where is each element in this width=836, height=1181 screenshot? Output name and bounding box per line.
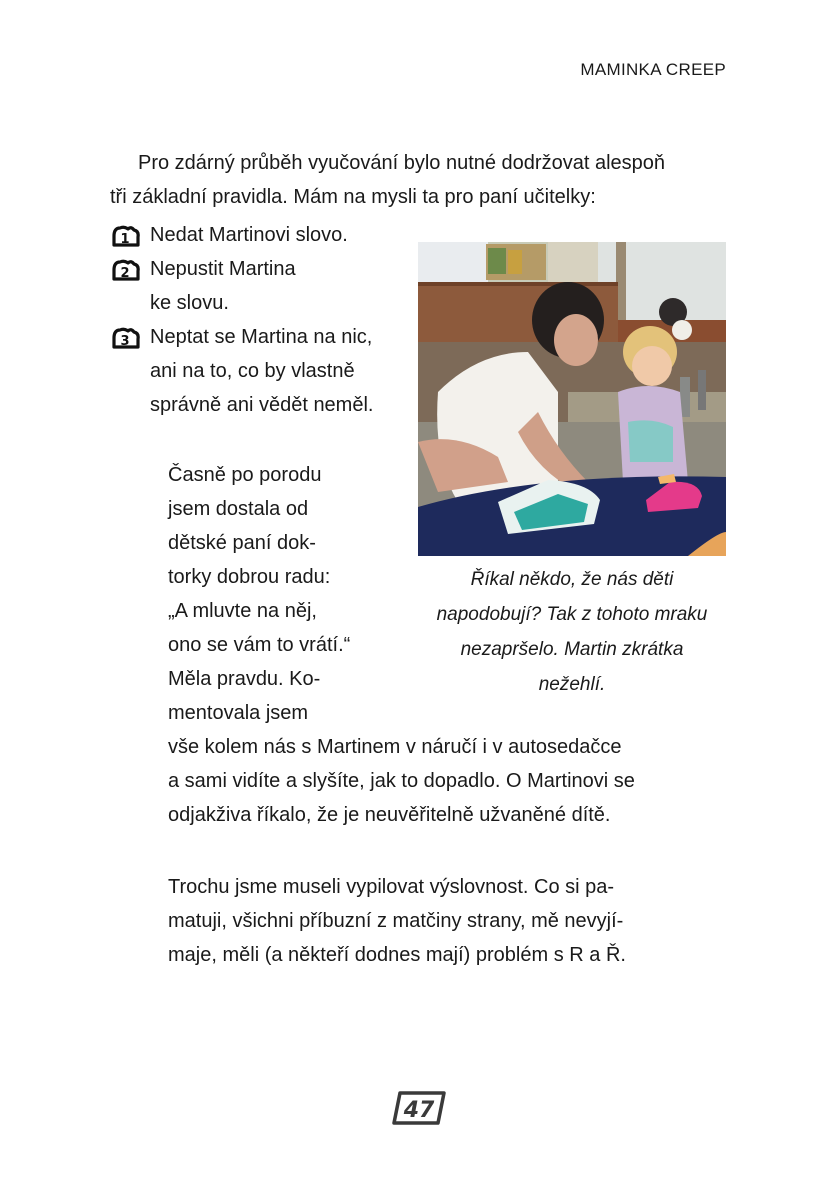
rule-text: Neptat se Martina na nic, (150, 326, 373, 348)
rule-text: Nedat Martinovi slovo. (150, 224, 348, 246)
text-line: „A mluvte na něj, (168, 600, 317, 622)
text-line: Trochu jsme museli vypilovat výslovnost. Co si pa- (168, 876, 615, 898)
intro-paragraph (110, 146, 665, 214)
text-line: maje, měli (a někteří dodnes mají) problém s R a Ř. (168, 944, 626, 966)
text-line: vše kolem nás s Martinem v náručí i v autosedačce (168, 736, 622, 758)
svg-text:47: 47 (403, 1098, 435, 1123)
text-line: a sami vidíte a slyšíte, jak to dopadlo. O Martinovi se (168, 770, 635, 792)
text-line: tři základní pravidla. Mám na mysli ta pro paní učitelky: (110, 186, 596, 208)
caption-line: napodobují? Tak z tohoto mraku (436, 604, 708, 625)
number-one-bullet-icon (110, 224, 141, 247)
text-line: matuji, všichni příbuzní z matčiny strany, mě nevyjí- (168, 910, 624, 932)
running-header: MAMINKA CREEP (580, 60, 726, 79)
text-line: torky dobrou radu: (168, 566, 331, 588)
rules-list (110, 218, 373, 422)
story-paragraph (168, 458, 635, 832)
svg-text:3: 3 (120, 334, 130, 349)
rule-text: ke slovu. (150, 292, 229, 314)
caption-line: Říkal někdo, že nás děti (470, 569, 674, 590)
caption-line: nežehlí. (538, 674, 606, 695)
text-line: mentovala jsem (168, 702, 309, 724)
number-two-bullet-icon (110, 258, 141, 281)
svg-text:2: 2 (120, 266, 130, 281)
rule-text: ani na to, co by vlastně (150, 360, 355, 382)
svg-text:1: 1 (120, 232, 130, 247)
text-line: dětské paní dok- (168, 532, 316, 554)
text-line: ono se vám to vrátí.“ (168, 634, 351, 656)
rule-item-2 (110, 252, 373, 320)
text-line: odjakživa říkalo, že je neuvěřitelně užvaněné dítě. (168, 804, 611, 826)
second-paragraph (168, 870, 626, 972)
rule-text: správně ani vědět neměl. (150, 394, 374, 416)
text-line: Časně po porodu (168, 464, 322, 486)
caption-line: nezapršelo. Martin zkrátka (460, 639, 684, 660)
number-three-bullet-icon (110, 326, 141, 349)
rule-text: Nepustit Martina (150, 258, 296, 280)
text-line: jsem dostala od (168, 498, 309, 520)
page-number (392, 1090, 448, 1126)
text-line: Měla pravdu. Ko- (168, 668, 321, 690)
text-line: Pro zdárný průběh vyučování bylo nutné dodržovat alespoň (138, 152, 666, 174)
rule-item-1 (110, 218, 373, 252)
rule-item-3 (110, 320, 373, 422)
